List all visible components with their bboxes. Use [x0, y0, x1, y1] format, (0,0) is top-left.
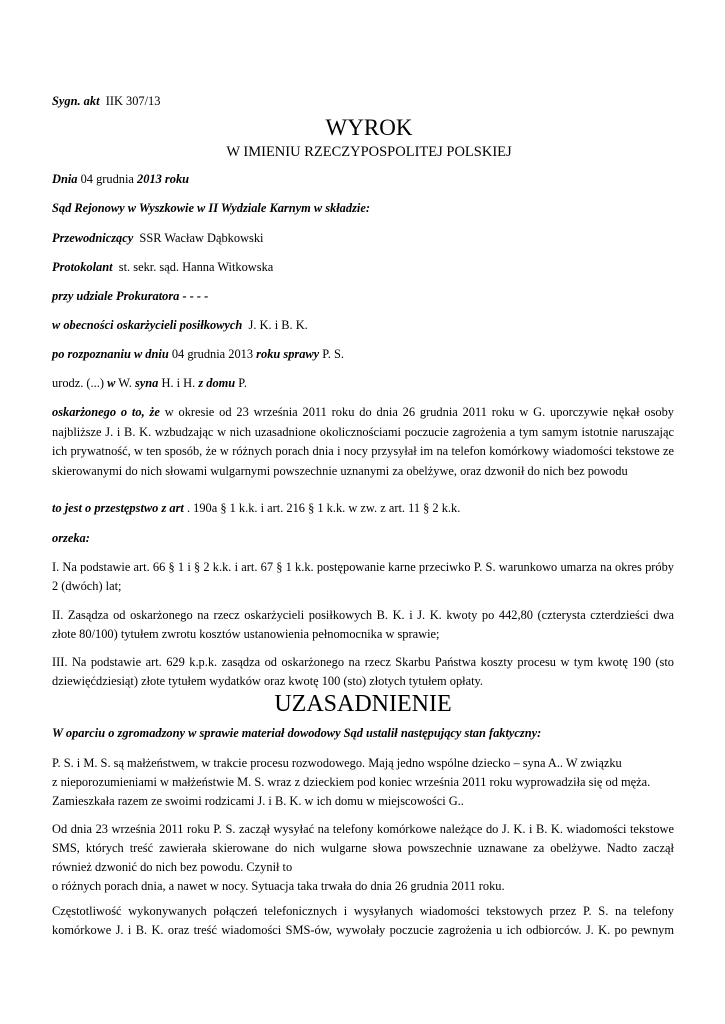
hearing-label2: roku sprawy	[256, 347, 320, 361]
chairman-line	[52, 229, 674, 248]
case-signature-label: Sygn. akt	[52, 94, 100, 108]
offense-line	[52, 499, 674, 518]
justification-title: UZASADNIENIE	[274, 691, 452, 717]
charge-label: oskarżonego o to, że	[52, 405, 160, 419]
ruling-item: I. Na podstawie art. 66 § 1 i § 2 k.k. i art. 67 § 1 k.k. postępowanie karne przeciwko P. S. warunkowo umarza na okres próby 2 (dwóch) lat;	[52, 560, 674, 593]
facts-line: o różnych porach dnia, a nawet w nocy. Sytuacja taka trwała do dnia 26 grudnia 2011 roku.	[52, 879, 505, 893]
birth-w: w	[107, 376, 116, 390]
verdict-date	[52, 170, 674, 189]
clerk-label: Protokolant	[52, 260, 113, 274]
charge-paragraph	[52, 403, 674, 481]
case-signature	[52, 92, 674, 111]
clerk-line	[52, 258, 674, 277]
verdict-title: WYROK	[325, 115, 413, 140]
subsidiary-value: J. K. i B. K.	[248, 318, 308, 332]
birth-maiden: P.	[238, 376, 247, 390]
ruling-item: II. Zasądza od oskarżonego na rzecz oskarżycieli posiłkowych B. K. i J. K. kwoty po 442,80 (czterysta czterdzieści dwa złote 80/100) tytułem zwrotu kosztów ustanowienia pełnomocnika w sprawie;	[52, 608, 674, 641]
birth-zdomu: z domu	[198, 376, 236, 390]
offense-label: to jest o przestępstwo z art	[52, 501, 184, 515]
birth-pre: urodz. (...)	[52, 376, 104, 390]
hearing-label: po rozpoznaniu w dniu	[52, 347, 169, 361]
facts-line: Częstotliwość wykonywanych połączeń telefonicznych i wysyłanych wiadomości tekstowych przez P. S. na telefony komórkowe J. i B. K. oraz treść wiadomości SMS-ów, wywołały poczucie zagrożenia u ich odbiorców. J. K. po pewnym	[52, 904, 674, 937]
facts-line: Zamieszkała razem ze swoimi rodzicami J. i B. K. w ich domu w miejscowości G..	[52, 794, 464, 808]
ruling-heading: orzeka:	[52, 531, 90, 545]
hearing-date: 04 grudnia 2013	[171, 347, 254, 361]
facts-paragraph	[52, 902, 674, 940]
offense-value: . 190a § 1 k.k. i art. 216 § 1 k.k. w zw. z art. 11 § 2 k.k.	[186, 501, 461, 515]
date-label: Dnia	[52, 172, 78, 186]
birth-place: W.	[118, 376, 132, 390]
chairman-value: SSR Wacław Dąbkowski	[139, 231, 264, 245]
birth-syna: syna	[134, 376, 159, 390]
facts-line: Od dnia 23 września 2011 roku P. S. zaczął wysyłać na telefony komórkowe należące do J. K. i B. K. wiadomości tekstowe SMS, których treść zawierała skierowane do nich wulgarne słowa powszechnie uznawane za obelżywe. Nadto zaczął również dzwonić do nich bez powodu. Czynił to	[52, 822, 674, 874]
hearing-line	[52, 345, 674, 364]
court-composition: Sąd Rejonowy w Wyszkowie w II Wydziale Karnym w składzie:	[52, 201, 370, 215]
birth-line	[52, 374, 674, 393]
subsidiary-prosecutors-line	[52, 316, 674, 335]
hearing-value: P. S.	[322, 347, 344, 361]
facts-paragraph	[52, 754, 674, 811]
subsidiary-label: w obecności oskarżycieli posiłkowych	[52, 318, 243, 332]
verdict-subtitle: W IMIENIU RZECZYPOSPOLITEJ POLSKIEJ	[226, 144, 512, 160]
prosecutor-line: przy udziale Prokuratora - - - -	[52, 289, 209, 303]
chairman-label: Przewodniczący	[52, 231, 134, 245]
birth-parents: H. i H.	[161, 376, 196, 390]
facts-line: P. S. i M. S. są małżeństwem, w trakcie procesu rozwodowego. Mają jedno wspólne dziecko – syna A.. W związku	[52, 756, 622, 770]
date-value: 04 grudnia	[80, 172, 134, 186]
justification-intro: W oparciu o zgromadzony w sprawie materiał dowodowy Sąd ustalił następujący stan faktyczny:	[52, 726, 542, 740]
case-signature-value: IIK 307/13	[105, 94, 161, 108]
date-year: 2013 roku	[137, 172, 190, 186]
clerk-value: st. sekr. sąd. Hanna Witkowska	[118, 260, 274, 274]
facts-paragraph	[52, 820, 674, 896]
ruling-item: III. Na podstawie art. 629 k.p.k. zasądza od oskarżonego na rzecz Skarbu Państwa koszty procesu w tym kwotę 190 (sto dziewięćdziesiąt) złote tytułem wydatków oraz kwotę 100 (sto) złotych tytułem opłaty.	[52, 655, 674, 688]
facts-line: z nieporozumieniami w małżeństwie M. S. wraz z dzieckiem pod koniec września 2011 roku wyprowadziła się od męża.	[52, 775, 651, 789]
charge-text: w okresie od 23 września 2011 roku do dnia 26 grudnia 2011 roku w G. uporczywie nękał osoby najbliższe J. i B. K. wzbudzając w nich uzasadnione okolicznościami poczucie zagrożenia a tym samym istotnie naruszając ich prywatność, w ten sposób, że w różnych porach dnia i nocy przysyłał im na telefon komórkowy wiadomości tekstowe ze skierowanymi do nich słowami wulgarnymi powszechnie uznanymi za obelżywe, oraz dzwonił do nich bez powodu	[52, 405, 674, 478]
